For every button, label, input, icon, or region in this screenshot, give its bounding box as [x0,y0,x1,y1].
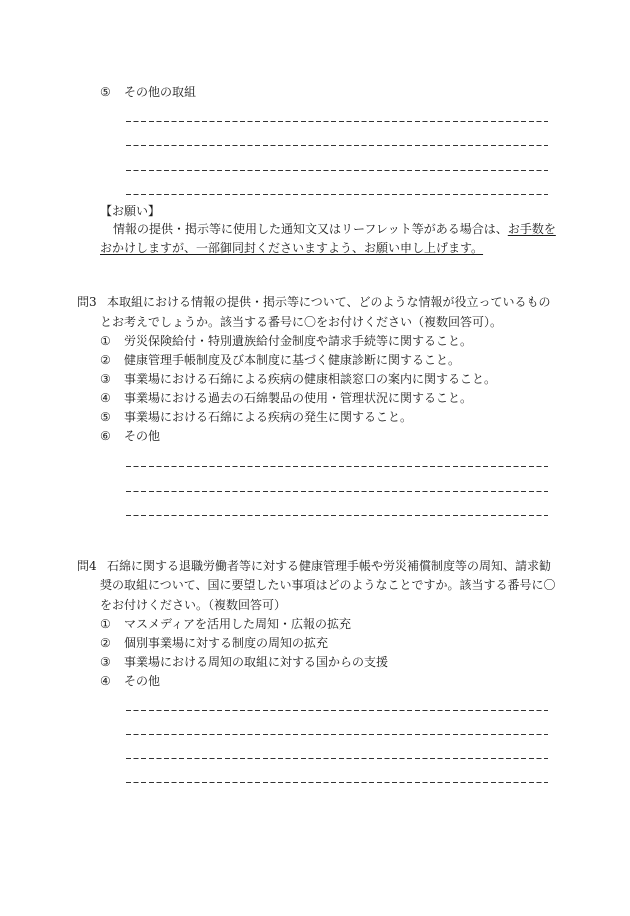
request-line-2 [100,241,570,256]
option-label: 事業場における過去の石綿製品の使用・管理状況に関すること。 [124,391,473,405]
option-number: ③ [100,372,111,386]
answer-line [126,758,548,759]
q4-question-line-3: をお付けください。（複数回答可） [100,598,287,612]
q4-option-2 [100,636,570,651]
option-number: ⑤ [100,85,111,99]
option-label: その他 [124,674,161,688]
question-number: 問3 [77,295,97,309]
option-number: ⑥ [100,429,111,443]
q4-option-4 [100,674,570,689]
option-number: ① [100,334,111,348]
option-number: ⑤ [100,410,111,424]
option-number: ④ [100,391,111,405]
q3-option-6 [100,429,570,444]
q3-option-1 [100,334,570,349]
answer-line [126,710,548,711]
q3-option-5 [100,410,570,425]
request-underlined-text: お手数を [507,222,556,236]
option-number: ① [100,617,111,631]
option-number: ② [100,353,111,367]
q4-option-1 [100,617,570,632]
q3-question-line-1 [77,295,577,310]
question-text: 石綿に関する退職労働者等に対する健康管理手帳や労災補償制度等の周知、請求勧 [107,559,552,573]
option-label: 事業場における石綿による疾病の健康相談窓口の案内に関すること。 [124,372,497,386]
option-number: ④ [100,674,111,688]
option-label: その他の取組 [124,85,197,99]
answer-line [126,782,548,783]
option-label: 健康管理手帳制度及び本制度に基づく健康診断に関すること。 [124,353,461,367]
answer-line [126,170,548,171]
q4-option-3 [100,655,570,670]
request-line-1 [113,222,573,237]
answer-line [126,194,548,195]
answer-line [126,734,548,735]
q2-option-5 [100,85,560,100]
request-underlined-text: おかけしますが、一部御同封くださいますよう、お願い申し上げます。 [100,241,484,255]
option-label: マスメディアを活用した周知・広報の拡充 [124,617,352,631]
option-label: 労災保険給付・特別遺族給付金制度や請求手続等に関すること。 [124,334,473,348]
option-number: ③ [100,655,111,669]
option-label: その他 [124,429,161,443]
q3-question-line-2: とお考えでしょうか。該当する番号に〇をお付けください（複数回答可）。 [100,315,503,329]
option-number: ② [100,636,111,650]
answer-line [126,515,548,516]
option-label: 事業場における石綿による疾病の発生に関すること。 [124,410,413,424]
request-text: 情報の提供・掲示等に使用した通知文又はリーフレット等がある場合は、 [113,222,508,236]
option-label: 個別事業場に対する制度の周知の拡充 [124,636,329,650]
request-heading: 【お願い】 [100,204,161,218]
q4-question-line-1 [77,559,577,574]
q3-option-3 [100,372,570,387]
q3-option-2 [100,353,570,368]
answer-line [126,145,548,146]
answer-line [126,121,548,122]
q3-option-4 [100,391,570,406]
question-text: 本取組における情報の提供・掲示等について、どのような情報が役立っているもの [107,295,551,309]
answer-line [126,466,548,467]
q4-question-line-2: 奨の取組について、国に要望したい事項はどのようなことですか。該当する番号に〇 [100,578,556,592]
option-label: 事業場における周知の取組に対する国からの支援 [124,655,389,669]
question-number: 問4 [77,559,97,573]
answer-line [126,491,548,492]
